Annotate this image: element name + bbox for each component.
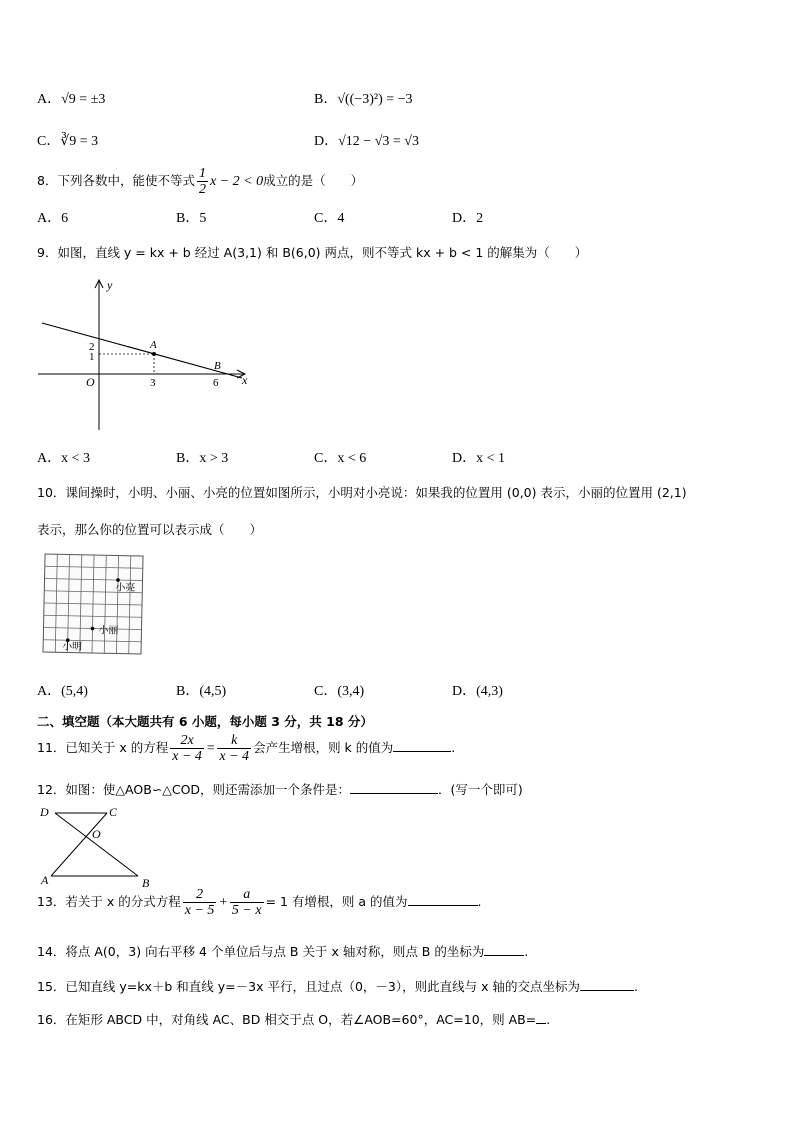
q12-stem: [37, 780, 523, 798]
section-2-heading: 二、填空题（本大题共有 6 小题，每小题 3 分，共 18 分）: [37, 714, 373, 729]
q8-option-b: B．5: [176, 211, 207, 226]
q11-end: .: [451, 740, 456, 755]
q10-xiaoming-label: 小明: [62, 641, 83, 653]
q14-answer-blank: [484, 943, 524, 956]
q12-label-b: B: [142, 876, 150, 890]
q16-end: .: [546, 1012, 551, 1027]
q8-option-a: A．6: [37, 211, 69, 226]
q10-xiaoliang-label: 小亮: [115, 582, 136, 594]
q14-stem: [37, 942, 528, 960]
q13-fraction-right: [230, 887, 264, 918]
q10-stem-line1: 10．课间操时，小明、小丽、小亮的位置如图所示，小明对小亮说：如果我的位置用 (0,0) 表示，小丽的位置用 (2,1): [37, 485, 687, 500]
q10-stem-line2: 表示，那么你的位置可以表示成（ ）: [37, 522, 263, 537]
q16-stem: [37, 1010, 550, 1028]
q15-answer-blank: [580, 978, 634, 991]
q10-option-a: A．(5,4): [37, 684, 88, 699]
q8-stem-post: 成立的是（ ）: [263, 173, 364, 188]
q12-segment-ca: [51, 813, 107, 876]
q11-pre: 11．已知关于 x 的方程: [37, 740, 169, 755]
q13-f2-num: a: [230, 887, 264, 903]
q12-label-d: D: [40, 805, 49, 819]
q13-post: = 1 有增根，则 a 的值为: [265, 894, 408, 909]
q11-stem: [37, 733, 455, 764]
q9-option-c: C．x < 6: [314, 451, 367, 466]
q15-text: 15．已知直线 y=kx＋b 和直线 y=－3x 平行，且过点（0，－3），则此直线与 x 轴的交点坐标为: [37, 979, 580, 994]
q11-f2-num: k: [217, 733, 251, 749]
q11-f2-den: x − 4: [219, 749, 250, 764]
q12-figure: [34, 800, 164, 892]
q15-stem: [37, 977, 638, 995]
q9-origin-label: O: [86, 375, 95, 389]
q12-label-o: O: [92, 827, 101, 841]
q10-xiaoli-label: 小丽: [98, 625, 119, 637]
q13-answer-blank: [408, 893, 478, 906]
q16-text: 16．在矩形 ABCD 中，对角线 AC、BD 相交于点 O，若∠AOB=60°，AC=10，则 AB=: [37, 1012, 537, 1027]
q11-equals: =: [205, 741, 216, 756]
q7-option-b: B．√((−3)²) = −3: [314, 92, 413, 107]
q12-label-c: C: [109, 805, 118, 819]
q10-option-b: B．(4,5): [176, 684, 227, 699]
q9-option-b: B．x > 3: [176, 451, 229, 466]
q12-label-a: A: [41, 873, 49, 887]
q13-f1-den: x − 5: [184, 903, 215, 918]
q13-f1-num: 2: [183, 887, 217, 903]
q15-end: .: [633, 979, 638, 994]
q14-end: .: [524, 944, 529, 959]
q8-option-c: C．4: [314, 211, 345, 226]
q9-stem: 9．如图，直线 y = kx + b 经过 A(3,1) 和 B(6,0) 两点，则不等式 kx + b < 1 的解集为（ ）: [37, 245, 588, 260]
q7-option-a: A．√9 = ±3: [37, 92, 106, 107]
q11-f1-num: 2x: [170, 733, 204, 749]
q8-fraction: [197, 166, 208, 197]
q9-point-b-label: B: [214, 360, 221, 372]
q8-frac-den: 2: [198, 182, 206, 197]
q12-text: 12．如图：使△AOB∽△COD，则还需添加一个条件是：: [37, 782, 351, 797]
q11-fraction-right: [217, 733, 251, 764]
q9-graph: [30, 275, 260, 435]
q9-option-a: A．x < 3: [37, 451, 91, 466]
q12-answer-blank: [350, 781, 438, 794]
q13-stem: [37, 887, 482, 918]
q12-end: ．(写一个即可): [438, 782, 523, 797]
q9-option-d: D．x < 1: [452, 451, 506, 466]
q8-stem-mid: x − 2 < 0: [209, 174, 264, 189]
q10-option-d: D．(4,3): [452, 684, 503, 699]
q8-frac-num: 1: [198, 166, 206, 181]
q13-fraction-left: [183, 887, 217, 918]
q13-end: .: [477, 894, 482, 909]
q8-option-d: D．2: [452, 211, 484, 226]
q7-option-c: C．∛9 = 3: [37, 134, 99, 149]
q9-tick-6: 6: [213, 377, 219, 389]
q10-grid-figure: [40, 552, 146, 658]
q9-point-a-label: A: [150, 339, 157, 351]
q16-answer-blank: [536, 1011, 546, 1024]
q13-f2-den: 5 − x: [231, 903, 262, 918]
q12-segment-db: [55, 813, 138, 876]
q11-f1-den: x − 4: [172, 749, 202, 764]
q11-post: 会产生增根，则 k 的值为: [253, 740, 394, 755]
q13-pre: 13．若关于 x 的分式方程: [37, 894, 181, 909]
q7-option-d: D．√12 − √3 = √3: [314, 134, 419, 149]
q9-tick-1: 1: [89, 351, 95, 363]
q9-y-label: y: [107, 278, 113, 292]
q10-option-c: C．(3,4): [314, 684, 365, 699]
q11-answer-blank: [393, 739, 451, 752]
q9-x-label: x: [242, 373, 248, 387]
q9-tick-2: 2: [89, 341, 95, 353]
q8-stem-pre: 8．下列各数中，能使不等式: [37, 173, 195, 188]
q9-line: [42, 323, 242, 378]
q9-tick-3: 3: [150, 377, 156, 389]
q14-text: 14．将点 A(0，3) 向右平移 4 个单位后与点 B 关于 x 轴对称，则点 B 的坐标为: [37, 944, 485, 959]
q13-plus: +: [218, 895, 228, 910]
q9-point-a-dot: [152, 352, 156, 356]
q8-stem: [37, 166, 363, 197]
q11-fraction-left: [170, 733, 204, 764]
